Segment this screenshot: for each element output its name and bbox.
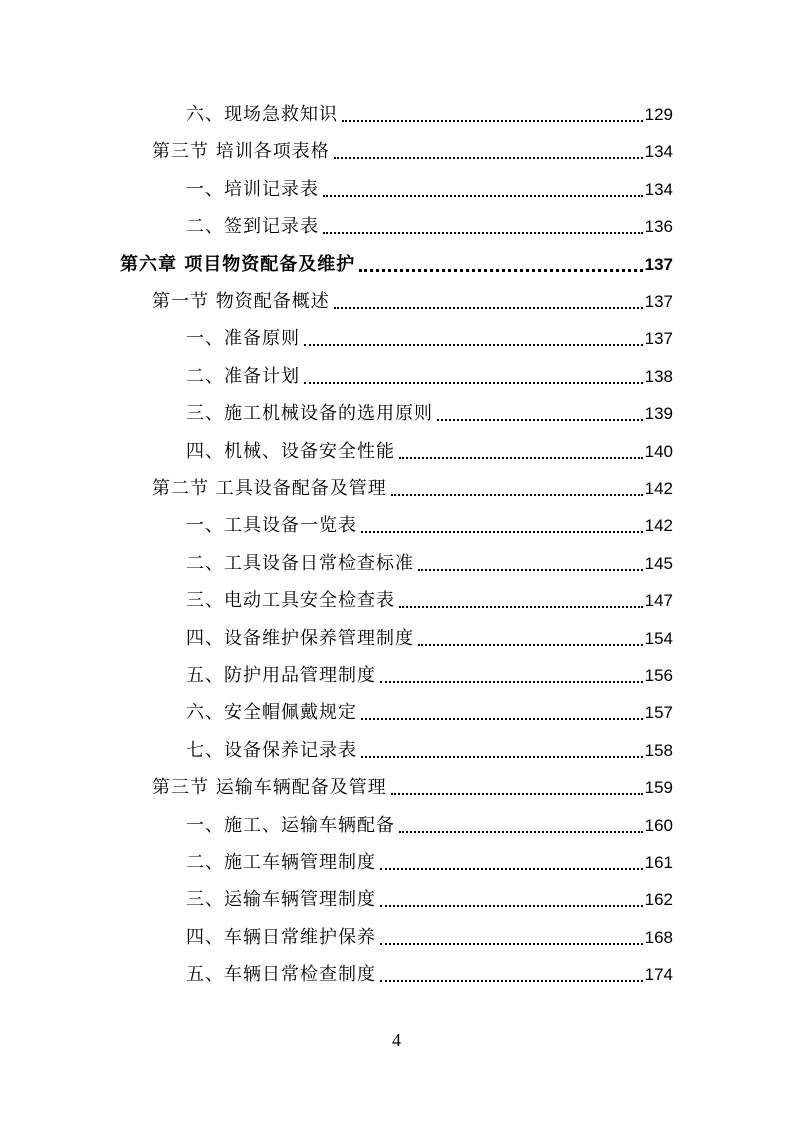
- toc-entry-title: 第三节 运输车辆配备及管理: [152, 777, 387, 799]
- dot-leader: [361, 736, 643, 766]
- dot-leader: [361, 511, 643, 541]
- toc-entry-title: 二、签到记录表: [186, 216, 319, 238]
- toc-entry-title: 五、防护用品管理制度: [186, 665, 376, 686]
- toc-entry-page-number: 156: [644, 666, 673, 685]
- toc-entry-page-number: 136: [644, 217, 673, 237]
- toc-entry-section[interactable]: [152, 773, 673, 803]
- toc-entry-page-number: 137: [644, 329, 673, 349]
- page-number: 4: [392, 1030, 401, 1050]
- dot-leader: [399, 437, 643, 467]
- dot-leader: [391, 773, 643, 803]
- toc-entry-title: 一、工具设备一览表: [186, 515, 357, 537]
- toc-entry-title: 一、施工、运输车辆配备: [186, 814, 395, 836]
- toc-entry-item[interactable]: [186, 885, 673, 915]
- toc-entry-item[interactable]: [186, 175, 673, 205]
- toc-entry-title: 六、安全帽佩戴规定: [186, 702, 357, 724]
- toc-entry-page-number: 147: [644, 591, 673, 611]
- dot-leader: [323, 175, 643, 205]
- toc-entry-title: 第一节 物资配备概述: [152, 291, 330, 312]
- dot-leader: [380, 960, 643, 990]
- toc-entry-section[interactable]: [152, 287, 673, 317]
- toc-entry-page-number: 154: [644, 628, 673, 648]
- toc-entry-item[interactable]: [186, 324, 673, 354]
- toc-entry-title: 二、工具设备日常检查标准: [186, 552, 414, 574]
- toc-entry-item[interactable]: [186, 549, 673, 579]
- toc-entry-item[interactable]: [186, 511, 673, 541]
- toc-entry-title: 七、设备保养记录表: [186, 739, 357, 761]
- toc-entry-title: 四、车辆日常维护保养: [186, 926, 376, 948]
- toc-entry-item[interactable]: [186, 923, 673, 953]
- toc-entry-title: 一、准备原则: [186, 328, 300, 350]
- dot-leader: [380, 885, 643, 915]
- toc-entry-title: 五、车辆日常检查制度: [186, 964, 376, 986]
- toc-entry-item[interactable]: [186, 698, 673, 728]
- toc-entry-item[interactable]: [186, 362, 673, 392]
- dot-leader: [399, 586, 643, 616]
- toc-entry-title: 六、现场急救知识: [186, 104, 338, 125]
- toc-entry-page-number: 134: [644, 179, 673, 199]
- toc-entry-item[interactable]: [186, 661, 673, 691]
- dot-leader: [359, 250, 642, 280]
- toc-entry-item[interactable]: [186, 624, 673, 654]
- dot-leader: [304, 362, 643, 392]
- toc-entry-title: 第二节 工具设备配备及管理: [152, 478, 387, 499]
- toc-entry-page-number: 142: [644, 479, 673, 498]
- toc-entry-title: 一、培训记录表: [186, 178, 319, 200]
- dot-leader: [418, 549, 643, 579]
- toc-entry-page-number: 159: [644, 778, 673, 798]
- toc-entry-page-number: 174: [644, 965, 673, 985]
- toc-entry-title: 三、运输车辆管理制度: [186, 889, 376, 911]
- dot-leader: [334, 137, 643, 167]
- toc-entry-page-number: 137: [644, 292, 673, 311]
- toc-entry-page-number: 140: [644, 441, 673, 461]
- toc-entry-section[interactable]: [152, 474, 673, 504]
- toc-entry-title: 四、设备维护保养管理制度: [186, 627, 414, 649]
- toc-entry-page-number: 138: [644, 366, 673, 386]
- toc-entry-item[interactable]: [186, 437, 673, 467]
- toc-entry-item[interactable]: [186, 586, 673, 616]
- toc-entry-page-number: 134: [644, 142, 673, 162]
- toc-entry-page-number: 158: [644, 740, 673, 760]
- toc-entry-title: 二、准备计划: [186, 365, 300, 387]
- dot-leader: [304, 324, 643, 354]
- dot-leader: [361, 698, 643, 728]
- toc-entry-item[interactable]: [186, 848, 673, 878]
- toc-entry-page-number: 137: [644, 254, 673, 274]
- toc-entry-item[interactable]: [186, 399, 673, 429]
- toc-entry-page-number: 162: [644, 890, 673, 910]
- toc-entry-item[interactable]: [186, 100, 673, 130]
- dot-leader: [380, 923, 643, 953]
- toc-entry-title: 三、电动工具安全检查表: [186, 590, 395, 612]
- dot-leader: [391, 474, 643, 504]
- toc-entry-page-number: 142: [644, 516, 673, 536]
- toc-entry-page-number: 129: [644, 105, 673, 124]
- dot-leader: [334, 287, 643, 317]
- toc-entry-item[interactable]: [186, 212, 673, 242]
- toc-entry-chapter[interactable]: [120, 250, 673, 280]
- toc-entry-title: 二、施工车辆管理制度: [186, 852, 376, 873]
- toc-entry-item[interactable]: [186, 811, 673, 841]
- toc-entry-item[interactable]: [186, 736, 673, 766]
- toc-entry-page-number: 157: [644, 703, 673, 723]
- dot-leader: [342, 100, 643, 130]
- toc-entry-page-number: 168: [644, 927, 673, 947]
- dot-leader: [437, 399, 643, 429]
- toc-entry-title: 第三节 培训各项表格: [152, 141, 330, 163]
- toc-entry-title: 第六章 项目物资配备及维护: [120, 253, 356, 275]
- toc-entry-title: 三、施工机械设备的选用原则: [186, 403, 433, 425]
- toc-entry-title: 四、机械、设备安全性能: [186, 440, 395, 462]
- toc-entry-section[interactable]: [152, 137, 673, 167]
- toc-entry-page-number: 160: [644, 815, 673, 835]
- toc-entry-page-number: 161: [644, 853, 673, 872]
- dot-leader: [418, 624, 643, 654]
- dot-leader: [399, 811, 643, 841]
- dot-leader: [323, 212, 643, 242]
- dot-leader: [380, 661, 643, 691]
- toc-entry-item[interactable]: [186, 960, 673, 990]
- dot-leader: [380, 848, 643, 878]
- toc-entry-page-number: 145: [644, 553, 673, 573]
- toc-entry-page-number: 139: [644, 404, 673, 424]
